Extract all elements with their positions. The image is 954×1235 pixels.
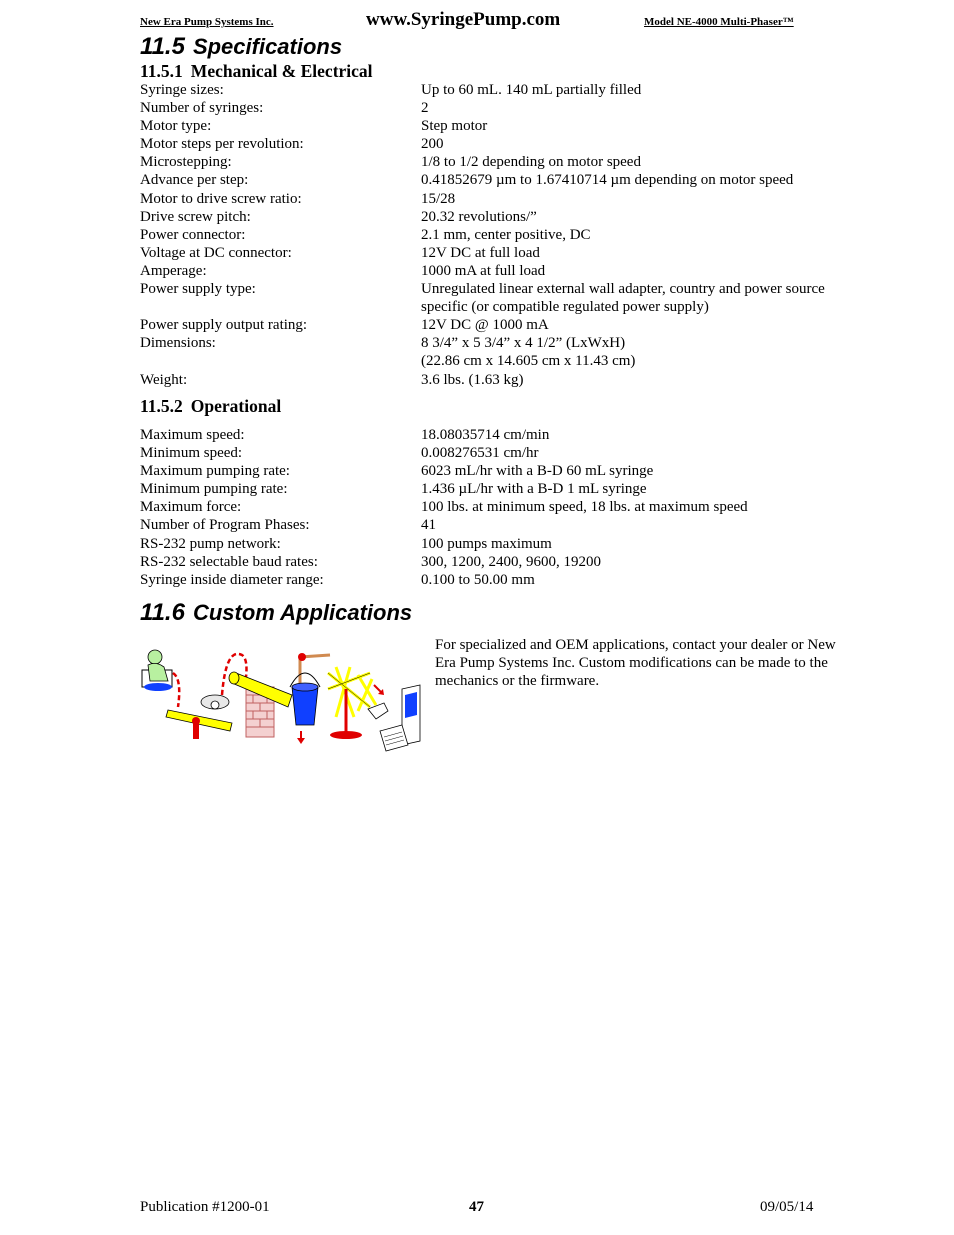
spec-label: Syringe sizes: <box>140 82 224 98</box>
spec-label: Voltage at DC connector: <box>140 244 292 261</box>
spec-label: Maximum speed: <box>140 427 245 443</box>
spec-label: Minimum speed: <box>140 445 243 462</box>
spec-value: 0.41852679 µm to 1.67410714 µm depending on motor speed <box>421 172 794 189</box>
spec-label: Advance per step: <box>140 172 249 189</box>
spec-value: 6023 mL/hr with a B-D 60 mL syringe <box>421 463 654 480</box>
spec-row <box>140 262 860 280</box>
header-model: Model NE-4000 Multi-Phaser™ <box>644 16 794 28</box>
subsection-number: 11.5.2 <box>140 396 183 416</box>
section-number: 11.5 <box>140 33 185 60</box>
spec-value: 1.436 µL/hr with a B-D 1 mL syringe <box>421 481 647 498</box>
spec-value: 41 <box>421 517 436 534</box>
spec-label: Number of syringes: <box>140 100 264 117</box>
spec-row <box>140 516 860 534</box>
spec-row <box>140 571 860 589</box>
person-figure <box>142 650 172 691</box>
spec-value: 3.6 lbs. (1.63 kg) <box>421 371 524 388</box>
spec-value: 300, 1200, 2400, 9600, 19200 <box>421 553 601 570</box>
spec-label: RS-232 pump network: <box>140 535 281 552</box>
spec-value: (22.86 cm x 14.605 cm x 11.43 cm) <box>421 353 636 370</box>
spec-label: Dimensions: <box>140 335 216 352</box>
spec-label: Minimum pumping rate: <box>140 481 288 498</box>
section-heading-custom-applications <box>140 600 412 626</box>
spec-row <box>140 171 860 189</box>
spec-value: 200 <box>421 136 444 153</box>
computer-icon <box>380 685 420 751</box>
footer-date: 09/05/14 <box>760 1199 814 1215</box>
section-heading-specifications <box>140 34 342 60</box>
spec-label: Microstepping: <box>140 154 232 171</box>
spec-value: 12V DC @ 1000 mA <box>421 317 549 334</box>
spec-row <box>140 226 860 244</box>
spec-row <box>140 280 860 316</box>
spec-value: Unregulated linear external wall adapter, country and power source specific (or compatible regulated power supply) <box>421 281 825 316</box>
spec-value: Up to 60 mL. 140 mL partially filled <box>421 82 642 98</box>
spec-row <box>140 462 860 480</box>
section-title: Specifications <box>192 34 343 59</box>
spec-label: Maximum pumping rate: <box>140 463 290 480</box>
spec-row <box>140 117 860 135</box>
spec-row-continuation <box>140 352 860 370</box>
spec-value: Step motor <box>421 118 488 135</box>
spec-row <box>140 426 860 444</box>
spec-label: Power supply output rating: <box>140 317 308 334</box>
spec-label: Drive screw pitch: <box>140 208 251 225</box>
header-website[interactable]: www.SyringePump.com <box>366 9 561 30</box>
subsection-heading-mechanical <box>140 61 373 81</box>
spec-value: 12V DC at full load <box>421 244 540 261</box>
rube-goldberg-machine-illustration <box>140 645 422 753</box>
spec-value: 15/28 <box>421 190 456 207</box>
spec-row <box>140 444 860 462</box>
spec-value: 20.32 revolutions/” <box>421 208 537 225</box>
spec-value: 2 <box>421 100 429 117</box>
spec-label: Motor type: <box>140 118 212 135</box>
mechanical-spec-list <box>140 81 860 389</box>
spec-value: 1000 mA at full load <box>421 262 546 279</box>
spec-value: 1/8 to 1/2 depending on motor speed <box>421 154 641 171</box>
section-title: Custom Applications <box>192 600 413 625</box>
spec-row <box>140 244 860 262</box>
footer-publication: Publication #1200-01 <box>140 1199 270 1215</box>
spec-row <box>140 153 860 171</box>
section-number: 11.6 <box>140 599 185 626</box>
spec-value: 18.08035714 cm/min <box>421 427 550 443</box>
spec-label: Power supply type: <box>140 281 256 298</box>
spec-label: Syringe inside diameter range: <box>140 571 324 588</box>
spec-label: RS-232 selectable baud rates: <box>140 553 318 570</box>
spec-label: Weight: <box>140 371 188 388</box>
spec-row <box>140 334 860 352</box>
spec-label: Power connector: <box>140 226 246 243</box>
spec-value: 0.008276531 cm/hr <box>421 445 539 462</box>
spec-value: 100 pumps maximum <box>421 535 552 552</box>
operational-spec-list <box>140 426 860 589</box>
subsection-title: Operational <box>190 396 282 416</box>
spec-row <box>140 535 860 553</box>
spec-row <box>140 190 860 208</box>
spec-row <box>140 81 860 99</box>
spec-row <box>140 99 860 117</box>
spec-row <box>140 135 860 153</box>
spec-row <box>140 316 860 334</box>
footer-page-number: 47 <box>469 1199 484 1215</box>
spec-value: 8 3/4” x 5 3/4” x 4 1/2” (LxWxH) <box>421 335 626 352</box>
subsection-title: Mechanical & Electrical <box>190 61 373 81</box>
custom-applications-text: For specialized and OEM applications, contact your dealer or New Era Pump Systems Inc. Custom modifications can be made to the mechanics or the firmware. <box>435 637 836 690</box>
spec-row <box>140 208 860 226</box>
spec-label-empty <box>140 352 421 370</box>
spec-label: Maximum force: <box>140 499 242 516</box>
spec-row <box>140 480 860 498</box>
header-company: New Era Pump Systems Inc. <box>140 16 274 28</box>
spec-label: Amperage: <box>140 262 207 279</box>
spec-value: 0.100 to 50.00 mm <box>421 571 535 588</box>
spec-label: Number of Program Phases: <box>140 517 310 534</box>
spec-row <box>140 553 860 571</box>
subsection-number: 11.5.1 <box>140 61 183 81</box>
spec-label: Motor steps per revolution: <box>140 136 304 153</box>
spec-value: 100 lbs. at minimum speed, 18 lbs. at maximum speed <box>421 499 748 516</box>
spec-label: Motor to drive screw ratio: <box>140 190 302 207</box>
spec-row <box>140 498 860 516</box>
subsection-heading-operational <box>140 396 281 416</box>
spec-value: 2.1 mm, center positive, DC <box>421 226 591 243</box>
spec-row <box>140 371 860 389</box>
